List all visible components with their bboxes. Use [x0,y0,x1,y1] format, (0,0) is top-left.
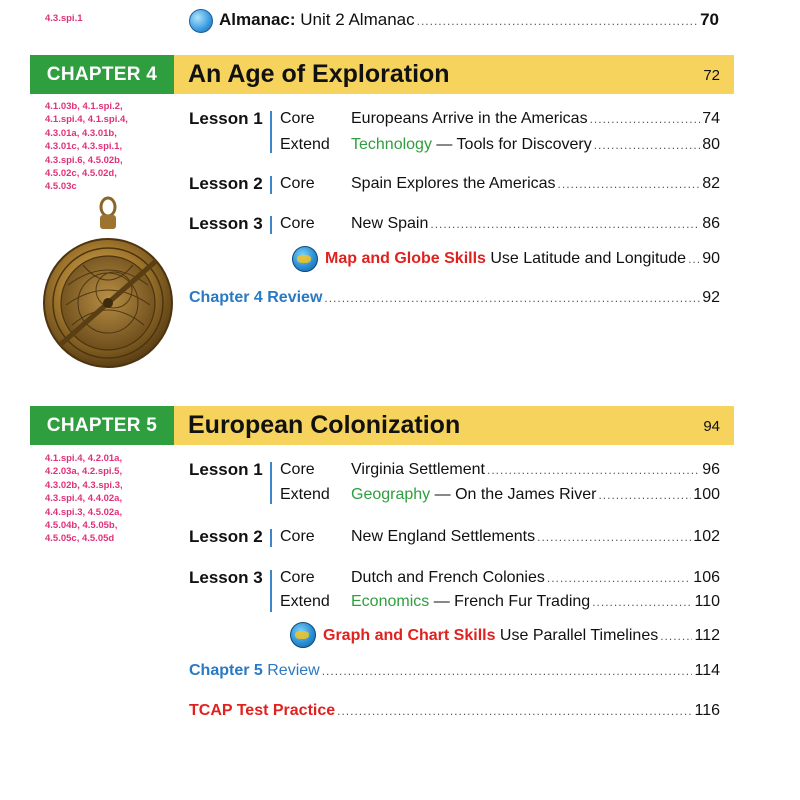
core-label: Core [280,175,315,192]
lesson-divider [270,529,272,547]
chapter5-lesson3-core-entry[interactable]: Dutch and French Colonies ..... 106 [351,567,720,589]
chapter4-label: CHAPTER 4 [30,55,174,94]
almanac-title: Unit 2 Almanac [300,10,415,29]
chapter4-lesson1-label: Lesson 1 [189,109,263,128]
chapter5-standards: 4.1.spi.4, 4.2.01a, 4.2.03a, 4.2.spi.5, 4.3.02b, 4.3.spi.3, 4.3.spi.4, 4.4.02a, 4.4.spi.3, 4.5.02a, 4.5.04b, 4.5.05b, 4.5.05c, 4.5.05d [45,453,123,545]
chapter5-lesson2-core-entry[interactable]: New England Settlements ..... 102 [351,526,720,548]
lesson-divider [270,176,272,194]
skills-badge-icon [290,622,316,648]
chapter4-skills-entry[interactable]: Map and Globe Skills Use Latitude and Longitude ..... 90 [325,248,720,270]
top-standards: 4.3.spi.1 [45,13,83,24]
core-label: Core [280,110,315,127]
lesson-divider [270,570,272,612]
tcap-test-practice-entry[interactable]: TCAP Test Practice ..... 116 [189,700,720,722]
chapter5-title: European Colonization [188,411,461,439]
chapter4-lesson3-core-entry[interactable]: New Spain ..... 86 [351,213,720,235]
chapter4-lesson1-core-entry[interactable]: Europeans Arrive in the Americas ..... 74 [351,108,720,130]
chapter5-lesson3-label: Lesson 3 [189,568,263,587]
lesson-divider [270,111,272,153]
extend-label: Extend [280,486,330,503]
skills-badge-icon [292,246,318,272]
chapter5-lesson1-label: Lesson 1 [189,460,263,479]
chapter4-lesson1-extend-entry[interactable]: Technology — Tools for Discovery ..... 80 [351,134,720,156]
chapter5-lesson1-extend-entry[interactable]: Geography — On the James River ..... 100 [351,484,720,506]
chapter4-review-entry[interactable]: Chapter 4 Review ..... 92 [189,287,720,309]
chapter5-lesson2-label: Lesson 2 [189,527,263,546]
chapter4-standards: 4.1.03b, 4.1.spi.2, 4.1.spi.4, 4.1.spi.4, 4.3.01a, 4.3.01b, 4.3.01c, 4.3.spi.1, 4.3.spi.6, 4.5.02b, 4.5.02c, 4.5.02d, 4.5.03c [45,101,128,193]
chapter5-lesson3-extend-entry[interactable]: Economics — French Fur Trading ..... 110 [351,591,720,613]
chapter5-skills-entry[interactable]: Graph and Chart Skills Use Parallel Timelines ..... 112 [323,625,720,647]
chapter4-title: An Age of Exploration [188,60,450,88]
chapter5-label: CHAPTER 5 [30,406,174,445]
almanac-page: 70 [700,10,719,29]
chapter4-header[interactable] [174,55,734,94]
chapter5-lesson1-core-entry[interactable]: Virginia Settlement ..... 96 [351,459,720,481]
chapter5-review-entry[interactable]: Chapter 5 Review ..... 114 [189,660,720,682]
chapter4-lesson2-core-entry[interactable]: Spain Explores the Americas ..... 82 [351,173,720,195]
extend-label: Extend [280,593,330,610]
almanac-row[interactable] [219,9,719,33]
core-label: Core [280,569,315,586]
core-label: Core [280,528,315,545]
lesson-divider [270,216,272,234]
chapter4-page: 72 [703,67,720,84]
chapter5-header[interactable] [174,406,734,445]
globe-icon [189,9,213,33]
leader-dots [417,10,698,32]
lesson-divider [270,462,272,504]
chapter4-lesson3-label: Lesson 3 [189,214,263,233]
core-label: Core [280,215,315,232]
chapter5-page: 94 [703,418,720,435]
astrolabe-image [38,195,178,375]
core-label: Core [280,461,315,478]
almanac-label: Almanac: [219,10,296,29]
extend-label: Extend [280,136,330,153]
chapter4-lesson2-label: Lesson 2 [189,174,263,193]
